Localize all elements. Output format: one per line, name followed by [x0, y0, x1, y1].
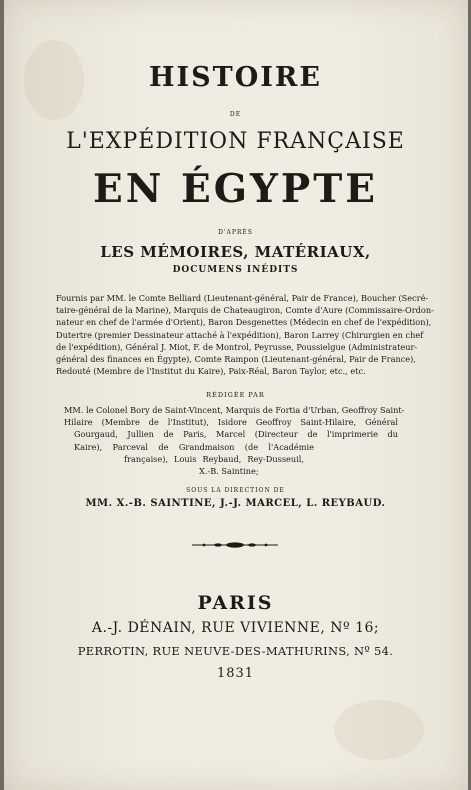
editors-line: X.-B. Saintine;	[199, 466, 259, 477]
contributors-line: taire-général de la Marine), Marquis de Chateaugiron, Comte d'Aure (Commissaire-Ordon-	[56, 305, 434, 316]
imprint-publisher-denain: A.-J. DÉNAIN, RUE VIVIENNE, Nº 16;	[91, 620, 380, 636]
editors-line: Kaire), Parceval de Grandmaison (de l'Académie	[74, 441, 314, 452]
title-de: DE	[229, 111, 242, 118]
contributors-paragraph	[56, 292, 434, 377]
contributors-line: de l'expédition), Général J. Miot, F. de Montrol, Peyrusse, Poussielgue (Administrateur-	[56, 341, 418, 352]
direction-label: SOUS LA DIRECTION DE	[186, 487, 285, 494]
editors-paragraph	[64, 404, 405, 477]
contributors-line: Redouté (Membre de l'Institut du Kaire), Paix-Réal, Baron Taylor, etc., etc.	[56, 366, 366, 377]
paper-stain	[334, 700, 424, 760]
subtitle-memoires: LES MÉMOIRES, MATÉRIAUX,	[100, 243, 371, 261]
editors-line: française), Louis Reybaud, Rey-Dusseuil,	[124, 453, 304, 464]
subtitle-documens: DOCUMENS INÉDITS	[172, 265, 299, 275]
direction-names: MM. X.-B. SAINTINE, J.-J. MARCEL, L. REYBAUD.	[85, 498, 386, 509]
contributors-line: nateur en chef de l'armée d'Orient), Baron Desgenettes (Médecin en chef de l'expédition),	[56, 317, 432, 328]
title-egypte: EN ÉGYPTE	[93, 166, 378, 212]
ornament-rule-icon	[190, 540, 280, 550]
imprint-year: 1831	[216, 666, 255, 681]
imprint-publisher-perrotin: PERROTIN, RUE NEUVE-DES-MATHURINS, Nº 54.	[77, 644, 394, 658]
editors-line: Hilaire (Membre de l'Institut), Isidore Geoffroy Saint-Hilaire, Général	[64, 417, 398, 428]
title-expedition: L'EXPÉDITION FRANÇAISE	[66, 129, 405, 154]
subtitle-dapres: D'APRÈS	[218, 229, 253, 236]
imprint-city: PARIS	[197, 592, 274, 614]
contributors-line: général des finances en Égypte), Comte Rampon (Lieutenant-général, Pair de France),	[56, 354, 416, 365]
editors-line: MM. le Colonel Bory de Saint-Vincent, Marquis de Fortia d'Urban, Geoffroy Saint-	[64, 405, 405, 415]
contributors-line: Fournis par MM. le Comte Belliard (Lieutenant-général, Pair de France), Boucher (Secré-	[56, 293, 429, 303]
contributors-line: Dutertre (premier Dessinateur attaché à l'expédition), Baron Larrey (Chirurgien en chef	[56, 329, 424, 340]
redigee-label: RÉDIGÉE PAR	[206, 391, 265, 399]
editors-line: Gourgaud, Jullien de Paris, Marcel (Directeur de l'imprimerie du	[74, 429, 398, 440]
title-histoire: HISTOIRE	[149, 62, 322, 93]
